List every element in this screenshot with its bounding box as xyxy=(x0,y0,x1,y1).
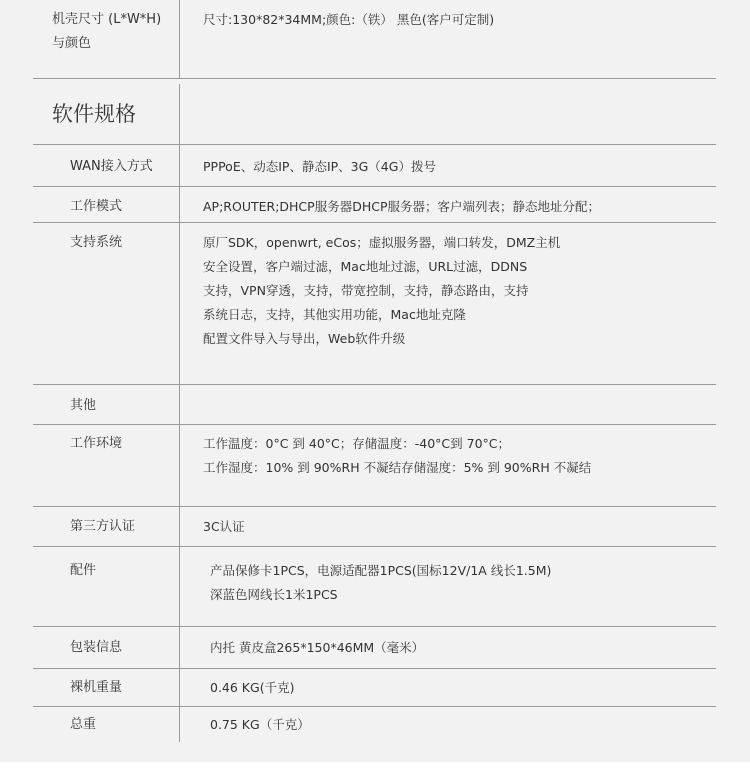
row-label-certification: 第三方认证 xyxy=(70,519,136,534)
section-title: 软件规格 xyxy=(52,102,136,126)
row-divider xyxy=(33,424,716,425)
value-line: 工作湿度：10% 到 90%RH 不凝结存储湿度：5% 到 90%RH 不凝结 xyxy=(203,460,592,475)
case-size-label xyxy=(52,8,161,56)
row-divider xyxy=(33,668,716,669)
value-line: 深蓝色网线长1米1PCS xyxy=(210,587,338,602)
row-divider xyxy=(33,384,716,385)
value-line: 支持，VPN穿透，支持，带宽控制，支持，静态路由，支持 xyxy=(203,283,529,298)
row-label-packaging: 包装信息 xyxy=(70,640,123,655)
row-divider xyxy=(33,626,716,627)
row-value-accessories xyxy=(210,559,551,607)
value-line: 工作温度：0°C 到 40°C；存储温度：-40°C到 70°C； xyxy=(203,436,511,451)
row-divider xyxy=(33,186,716,187)
row-value-certification xyxy=(203,515,245,539)
value-line: 系统日志，支持，其他实用功能，Mac地址克隆 xyxy=(203,307,466,322)
row-label-wan: WAN接入方式 xyxy=(70,159,153,174)
row-label-other: 其他 xyxy=(70,398,97,413)
row-value-wan xyxy=(203,155,436,179)
row-divider xyxy=(33,78,716,79)
value-line: 0.75 KG（千克） xyxy=(210,717,310,732)
value-line: 内托 黄皮盒265*150*46MM（毫米） xyxy=(210,640,425,655)
value-line: 原厂SDK，openwrt, eCos；虚拟服务器，端口转发，DMZ主机 xyxy=(203,235,561,250)
case-size-value: 尺寸:130*82*34MM;颜色:（铁） 黑色(客户可定制) xyxy=(203,12,495,27)
row-value-environment xyxy=(203,432,591,480)
row-divider xyxy=(33,222,716,223)
value-line: 3C认证 xyxy=(203,519,245,534)
value-line: 0.46 KG(千克) xyxy=(210,680,295,695)
value-line: 配置文件导入与导出，Web软件升级 xyxy=(203,331,406,346)
row-label-work-mode: 工作模式 xyxy=(70,199,123,214)
row-label-supported-systems: 支持系统 xyxy=(70,235,123,250)
value-line: AP;ROUTER;DHCP服务器DHCP服务器；客户端列表；静态地址分配； xyxy=(203,199,600,214)
row-value-packaging xyxy=(210,636,424,660)
value-line: PPPoE、动态IP、静态IP、3G（4G）拨号 xyxy=(203,159,436,174)
row-value-gross-weight xyxy=(210,713,310,737)
row-label-net-weight: 裸机重量 xyxy=(70,680,123,695)
row-label-environment: 工作环境 xyxy=(70,436,123,451)
case-size-label-line2: 与颜色 xyxy=(52,36,92,51)
row-label-gross-weight: 总重 xyxy=(70,717,97,732)
row-label-accessories: 配件 xyxy=(70,563,97,578)
row-divider xyxy=(33,144,716,145)
row-value-supported-systems xyxy=(203,231,560,351)
row-divider xyxy=(33,506,716,507)
case-size-label-line1: 机壳尺寸 (L*W*H) xyxy=(52,12,162,27)
column-divider xyxy=(179,84,180,742)
value-line: 产品保修卡1PCS，电源适配器1PCS(国标12V/1A 线长1.5M) xyxy=(210,563,552,578)
column-divider xyxy=(179,0,180,78)
row-divider xyxy=(33,546,716,547)
row-divider xyxy=(33,706,716,707)
row-value-net-weight xyxy=(210,676,294,700)
value-line: 安全设置，客户端过滤，Mac地址过滤，URL过滤，DDNS xyxy=(203,259,528,274)
row-value-work-mode xyxy=(203,195,600,219)
